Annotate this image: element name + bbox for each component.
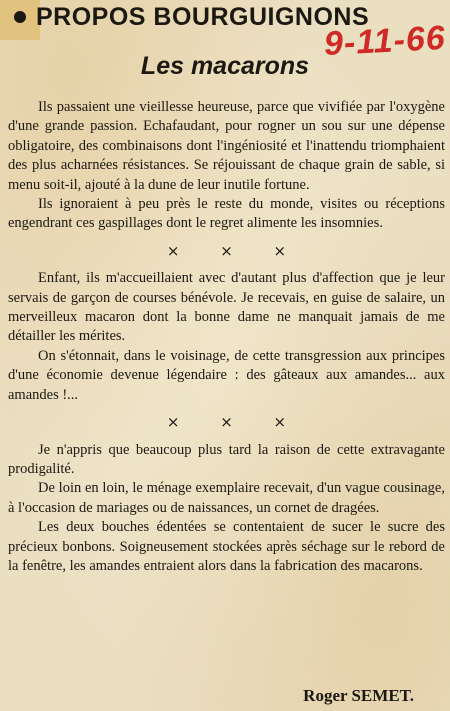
paragraph: Les deux bouches édentées se contentaient de sucer le sucre des précieux bonbons. Soigneusement stockées après séchage sur le rebord de la fenêtre, les amandes entraient alors dans la fabrication des macarons. (8, 519, 445, 574)
article-title: Les macarons (140, 52, 310, 80)
paragraph: Ils passaient une vieillesse heureuse, parce que vivifiée par l'oxygène d'une grande passion. Echafaudant, pour rogner un sou sur une dépense obligatoire, des combinaisons dont l'ingéniosité et l'inattendu triomphaient des plus acharnées résistances. Se réjouissant de chaque grain de sable, si menu soit-il, ajouté à la dune de leur inutile fortune. (8, 99, 445, 193)
section-separator: × × × (166, 413, 305, 432)
paragraph: On s'étonnait, dans le voisinage, de cette transgression aux principes d'une économie devenue légendaire : des gâteaux aux amandes... aux amandes !... (8, 347, 445, 403)
section-separator: × × × (166, 241, 305, 260)
paragraph: De loin en loin, le ménage exemplaire recevait, d'un vague cousinage, à l'occasion de mariages ou de naissances, un cornet de dragées. (8, 480, 445, 516)
paragraph: Ils ignoraient à peu près le reste du monde, visites ou réceptions engendrant ces gaspillages dont le regret alimente les insomnies. (8, 196, 445, 232)
column-title: PROPOS BOURGUIGNONS (36, 2, 370, 31)
handwritten-date: 9-11-66 (323, 18, 447, 64)
bullet-icon (14, 11, 26, 23)
paragraph: Enfant, ils m'accueillaient avec d'autant plus d'affection que je leur servais de garçon de courses bénévole. Je recevais, en guise de salaire, un merveilleux macaron dont la bonne dame ne manquait jamais de me détailler les mérites. (8, 270, 445, 345)
paragraph: Je n'appris que beaucoup plus tard la raison de cette extravagante prodigalité. (8, 441, 445, 477)
article-body (8, 98, 445, 576)
author-signature: Roger SEMET. (303, 686, 414, 705)
